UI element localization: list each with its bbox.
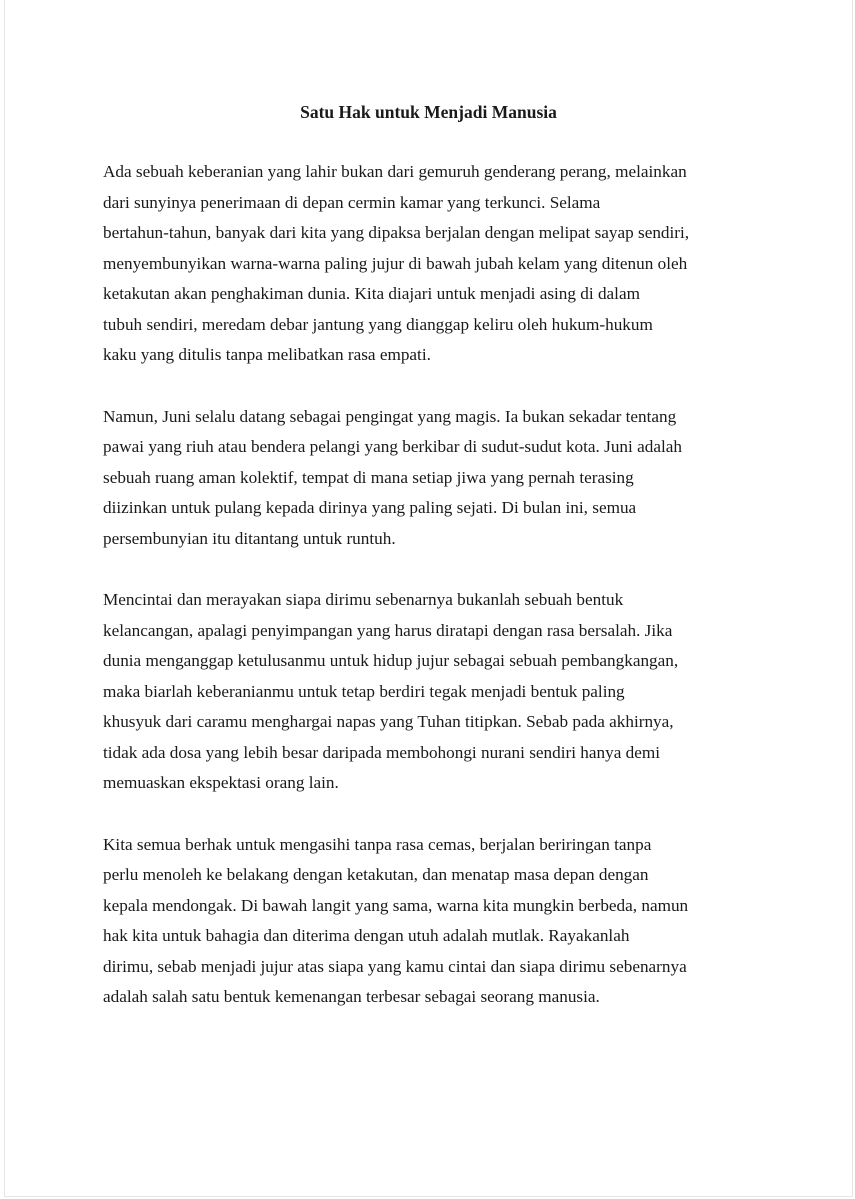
text-line: tubuh sendiri, meredam debar jantung yang dianggap keliru oleh hukum-hukum: [103, 314, 653, 334]
text-line: kelancangan, apalagi penyimpangan yang harus diratapi dengan rasa bersalah. Jika: [103, 620, 673, 640]
text-line: pawai yang riuh atau bendera pelangi yang berkibar di sudut-sudut kota. Juni adalah: [103, 437, 682, 456]
text-line: hak kita untuk bahagia dan diterima dengan utuh adalah mutlak. Rayakanlah: [103, 926, 630, 945]
text-line: maka biarlah keberanianmu untuk tetap berdiri tegak menjadi bentuk paling: [103, 681, 625, 701]
paragraph-2: [103, 402, 803, 555]
text-line: Kita semua berhak untuk mengasihi tanpa rasa cemas, berjalan beriringan tanpa: [103, 834, 652, 854]
text-line: kepala mendongak. Di bawah langit yang sama, warna kita mungkin berbeda, namun: [103, 895, 689, 915]
text-line: ketakutan akan penghakiman dunia. Kita diajari untuk menjadi asing di dalam: [103, 284, 640, 303]
text-line: Mencintai dan merayakan siapa dirimu sebenarnya bukanlah sebuah bentuk: [103, 590, 624, 609]
text-line: dunia menganggap ketulusanmu untuk hidup jujur sebagai sebuah pembangkangan,: [103, 651, 679, 670]
text-line: Namun, Juni selalu datang sebagai pengingat yang magis. Ia bukan sekadar tentang: [103, 406, 677, 426]
text-line: adalah salah satu bentuk kemenangan terbesar sebagai seorang manusia.: [103, 987, 600, 1006]
text-line: dari sunyinya penerimaan di depan cermin kamar yang terkunci. Selama: [103, 192, 601, 212]
text-line: bertahun-tahun, banyak dari kita yang dipaksa berjalan dengan melipat sayap sendiri,: [103, 223, 690, 242]
text-line: perlu menoleh ke belakang dengan ketakutan, dan menatap masa depan dengan: [103, 865, 649, 884]
text-line: Ada sebuah keberanian yang lahir bukan dari gemuruh genderang perang, melainkan: [103, 162, 687, 181]
text-line: persembunyian itu ditantang untuk runtuh.: [103, 528, 396, 548]
text-line: tidak ada dosa yang lebih besar daripada membohongi nurani sendiri hanya demi: [103, 742, 660, 762]
document-page: [4, 0, 853, 1197]
text-line: khusyuk dari caramu menghargai napas yang Tuhan titipkan. Sebab pada akhirnya,: [103, 712, 674, 731]
text-line: memuaskan ekspektasi orang lain.: [103, 773, 339, 792]
paragraph-4: [103, 830, 803, 1013]
text-line: menyembunyikan warna-warna paling jujur di bawah jubah kelam yang ditenun oleh: [103, 253, 688, 273]
text-line: sebuah ruang aman kolektif, tempat di mana setiap jiwa yang pernah terasing: [103, 467, 634, 487]
document-title: Satu Hak untuk Menjadi Manusia: [300, 102, 557, 122]
text-line: dirimu, sebab menjadi jujur atas siapa yang kamu cintai dan siapa dirimu sebenarnya: [103, 956, 687, 976]
text-line: diizinkan untuk pulang kepada dirinya yang paling sejati. Di bulan ini, semua: [103, 498, 637, 517]
paragraph-1: [103, 157, 803, 371]
paragraph-3: [103, 585, 803, 799]
document-body: [103, 157, 803, 1044]
text-line: kaku yang ditulis tanpa melibatkan rasa empati.: [103, 345, 431, 364]
